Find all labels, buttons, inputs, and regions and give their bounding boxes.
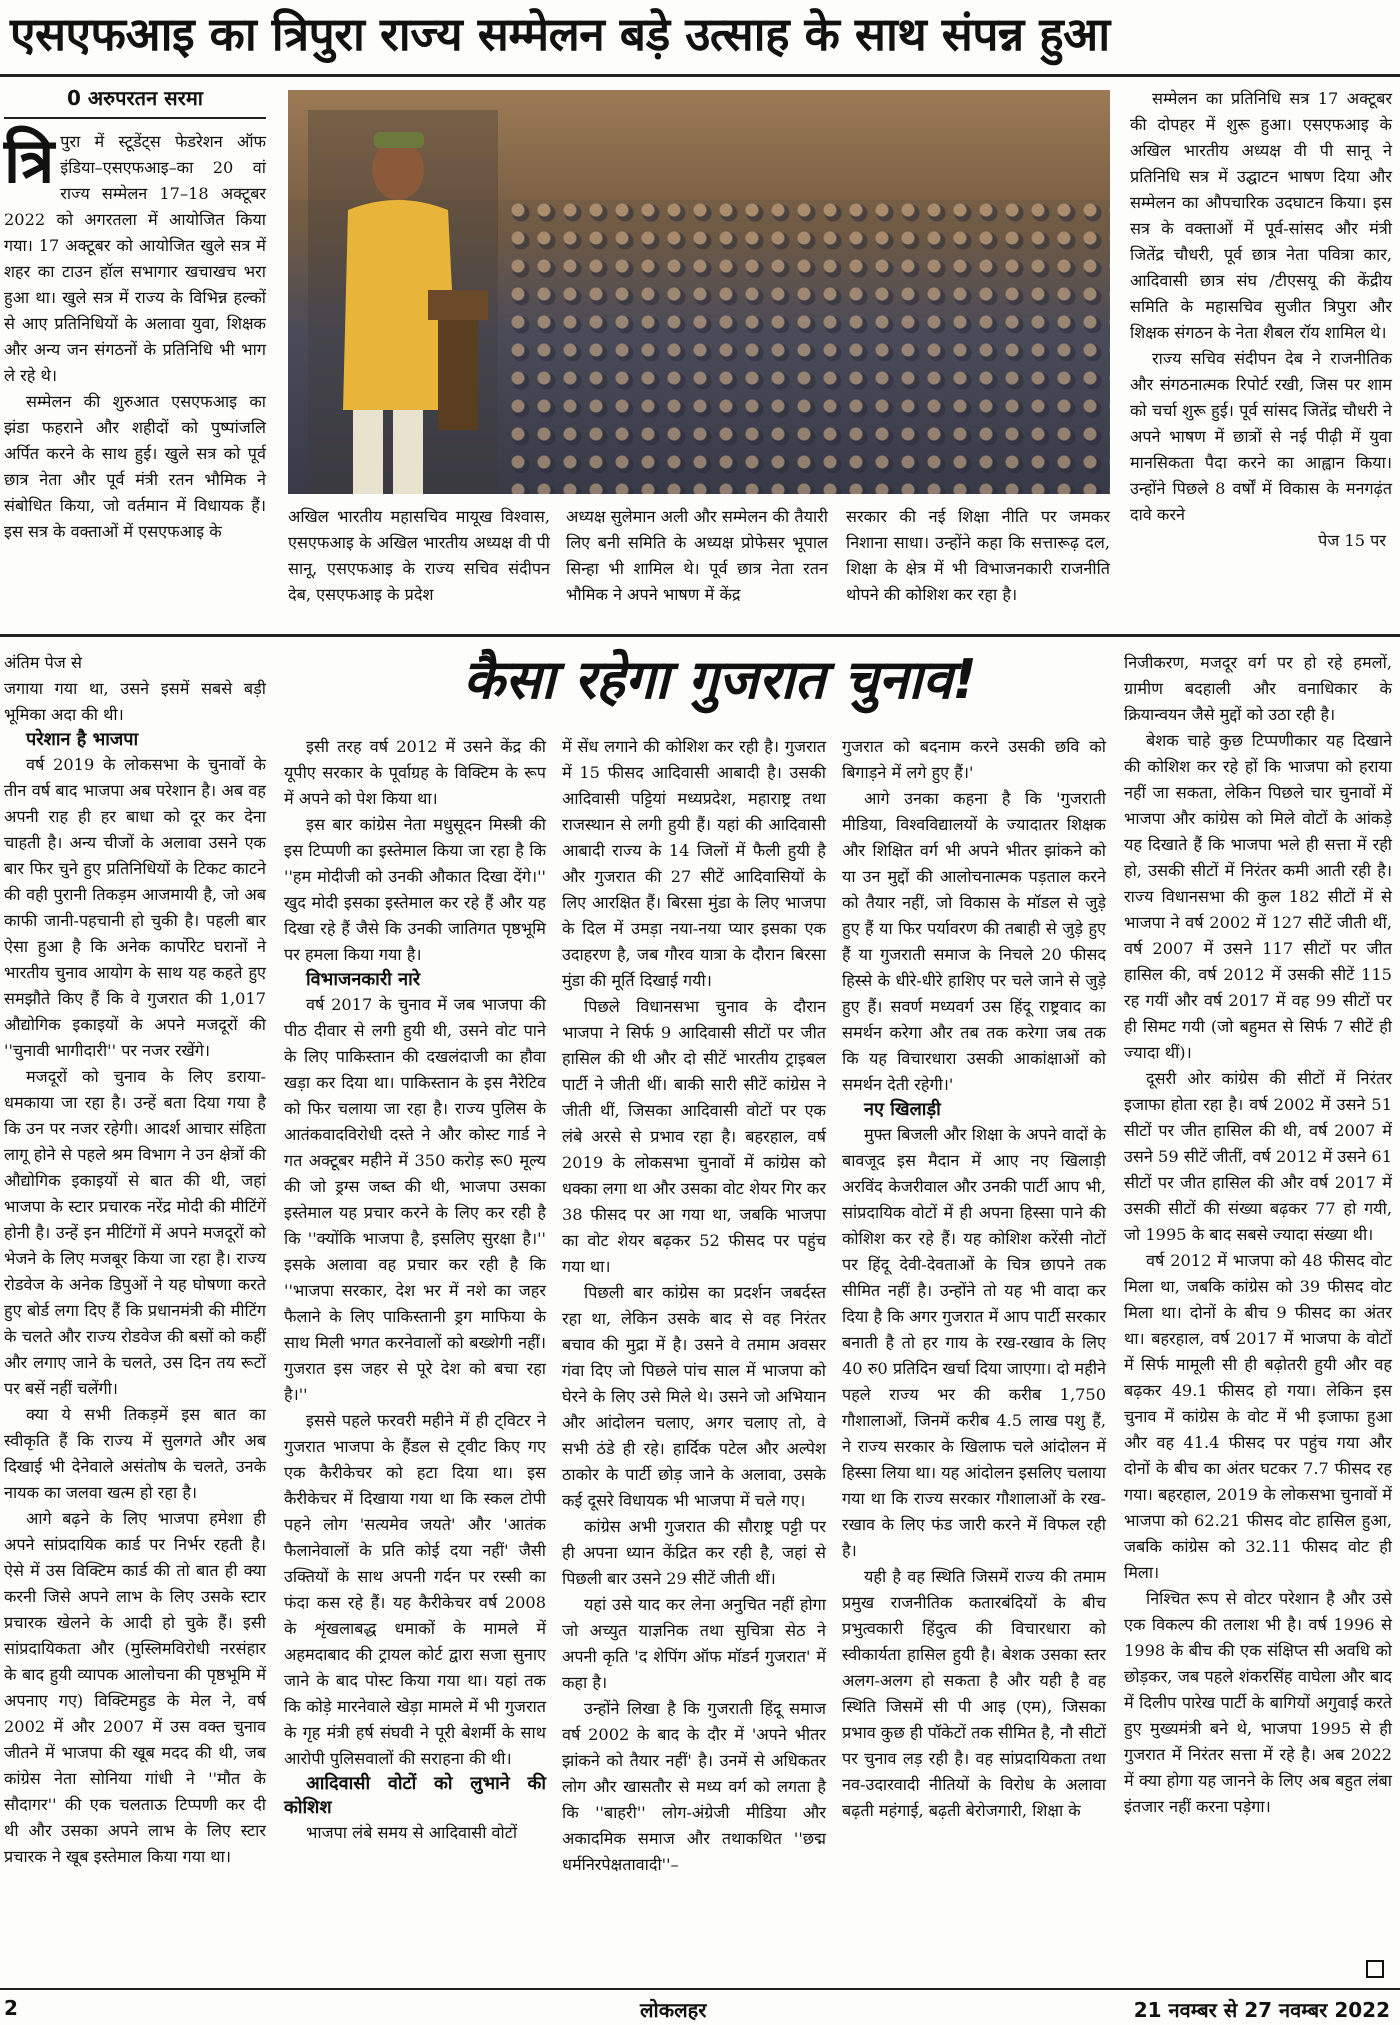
article-paragraph: दूसरी ओर कांग्रेस की सीटों में निरंतर इजाफा होता रहा है। वर्ष 2002 में उसने 51 सीटों पर जीत हासिल की थी, वर्ष 2007 में उसने 59 सीटें जीतीं, वर्ष 2012 में उसने 61 सीटों पर जीत हासिल की और वर्ष 2017 में उसकी सीटों की संख्या बढ़कर 77 हो गयी, जो 1995 के बाद सबसे ज्यादा संख्या थी। bbox=[1124, 1069, 1392, 1244]
article-title: कैसा रहेगा गुजरात चुनाव! bbox=[463, 648, 977, 711]
article-paragraph: बेशक चाहे कुछ टिप्पणीकार यह दिखाने की कोशिश कर रहे हों कि भाजपा को हराया नहीं जा सकता, लेकिन पिछले चार चुनावों में भाजपा और कांग्रेस को मिले वोटों के आंकड़े यह दिखाते हैं कि भाजपा भले ही सत्ता में रही हो, उसकी सीटों में निरंतर कमी आती रही है। राज्य विधानसभा की कुल 182 सीटों में से भाजपा ने वर्ष 2002 में 127 सीटें जीती थीं, वर्ष 2007 में उसने 117 सीटों पर जीत हासिल की, वर्ष 2012 में उसकी सीटें 115 रह गयीं और वर्ष 2017 में वह 99 सीटों पर ही सिमट गयी (जो बहुमत से सिर्फ 7 सीटें ही ज्यादा थीं)। bbox=[1124, 731, 1392, 1062]
byline-rule bbox=[4, 117, 266, 119]
continued-from-label: अंतिम पेज से bbox=[4, 653, 82, 672]
article-paragraph: पिछले विधानसभा चुनाव के दौरान भाजपा ने सिर्फ 9 आदिवासी सीटों पर जीत हासिल की थी और दो सीटें भारतीय ट्राइबल पार्टी ने जीती थीं। बाकी सारी सीटें कांग्रेस ने जीती थीं, जिसका आदिवासी वोटों पर एक लंबे अरसे से प्रभाव रहा है। बहरहाल, वर्ष 2019 के लोकसभा चुनावों में कांग्रेस को धक्का लगा था और उसका वोट शेयर गिर कर 38 फीसद पर आ गया था, जबकि भाजपा का वोट शेयर बढ़कर 52 फीसद पर पहुंच गया था। bbox=[562, 997, 826, 1276]
article-paragraph: पिछली बार कांग्रेस का प्रदर्शन जबर्दस्त रहा था, लेकिन उसके बाद से वह निरंतर बचाव की मुद्रा में है। उसने वे तमाम अवसर गंवा दिए जो पिछले पांच साल में भाजपा को घेरने के लिए उसे मिले थे। उसने जो अभियान और आंदोलन चलाए, अगर चलाए तो, वे सभी ठंडे ही रहे। हार्दिक पटेल और अल्पेश ठाकोर के पार्टी छोड़ जाने के अलावा, उसके कई दूसरे विधायक भी भाजपा में चले गए। bbox=[562, 1283, 826, 1510]
article-paragraph: निश्चित रूप से वोटर परेशान है और उसे एक विकल्प की तलाश भी है। वर्ष 1996 से 1998 के बीच की एक संक्षिप्त सी अवधि को छोड़कर, जब पहले शंकरसिंह वाघेला और बाद में दिलीप पारेख पार्टी के बागियों अगुवाई करते हुए मुख्यमंत्री बने थे, भाजपा 1995 से ही गुजरात में निरंतर सत्ता में रहे है। अब 2022 में क्या होगा यह जानने के लिए अब बहुत लंबा इंतजार नहीं करना पड़ेगा। bbox=[1124, 1589, 1392, 1816]
headline-rule bbox=[0, 74, 1400, 77]
article-paragraph: गुजरात को बदनाम करने उसकी छवि को बिगाड़ने में लगे हुए हैं।' bbox=[842, 737, 1106, 782]
gujarat-column-3 bbox=[562, 734, 826, 1878]
article-paragraph: निजीकरण, मजदूर वर्ग पर हो रहे हमलों, ग्रामीण बदहाली और वनाधिकार के क्रियान्वयन जैसे मुद्दों को उठा रही है। bbox=[1124, 653, 1392, 724]
byline: 0 अरुपरतन सरमा bbox=[67, 86, 203, 110]
article-paragraph: वर्ष 2017 के चुनाव में जब भाजपा की पीठ दीवार से लगी हुयी थी, उसने वोट पाने के लिए पाकिस्तान की दखलंदाजी का हौवा खड़ा कर दिया था। पाकिस्तान के इस नैरेटिव को फिर चलाया जा रहा है। राज्य पुलिस के आतंकवादविरोधी दस्ते ने और कोस्ट गार्ड ने गत अक्टूबर महीने में 350 करोड़ रू0 मूल्य की जो ड्रग्स जब्त की थी, भाजपा उसका इस्तेमाल यह प्रचार करने के लिए कर रही है कि ''क्योंकि भाजपा है, इसलिए सुरक्षा है।'' इसके अलावा वह प्रचार कर रही है कि ''भाजपा सरकार, देश भर में नशे का जहर फैलाने के लिए पाकिस्तानी ड्रग माफिया के साथ मिली भगत करनेवालों को बख्शेगी नहीं। गुजरात इस जहर से पूरे देश को बचा रहा है।'' bbox=[284, 995, 546, 1404]
dropcap: त्रि bbox=[4, 124, 55, 197]
article-paragraph: यही है वह स्थिति जिसमें राज्य की तमाम प्रमुख राजनीतिक कतारबंदियों के बीच प्रभुत्वकारी हिंदुत्व की विचारधारा को स्वीकार्यता हासिल हुयी है। बेशक उसका स्तर अलग-अलग हो सकता है और यही है वह स्थिति जिसमें सी पी आइ (एम), जिसका प्रभाव कुछ ही पॉकेटों तक सीमित है, नौ सीटों पर चुनाव लड़ रही है। वह सांप्रदायिकता तथा नव-उदारवादी नीतियों के विरोध के अलावा बढ़ती महंगाई, बढ़ती बेरोजगारी, शिक्षा के bbox=[842, 1567, 1106, 1820]
subheading: परेशान है भाजपा bbox=[26, 729, 139, 750]
article-paragraph: वर्ष 2012 में भाजपा को 48 फीसद वोट मिला था, जबकि कांग्रेस को 39 फीसद वोट मिला था। दोनों के बीच 9 फीसद का अंतर था। बहरहाल, वर्ष 2017 में भाजपा के वोटों में सिर्फ मामूली सी ही बढ़ोतरी हुयी और वह बढ़कर 49.1 फीसद हो गया। लेकिन इस चुनाव में कांग्रेस के वोट में भी इजाफा हुआ और वह 41.4 फीसद पर पहुंच गया और दोनों के बीच का अंतर घटकर 7.7 फीसद रह गया। बहरहाल, 2019 के लोकसभा चुनावों में भाजपा को 62.21 फीसद वोट हासिल हुआ, जबकि कांग्रेस को 32.11 फीसद वोट ही मिला। bbox=[1124, 1251, 1392, 1582]
sfi-col1-text bbox=[4, 124, 266, 545]
publication-name: लोकलहर bbox=[640, 1998, 707, 2022]
article-paragraph: इससे पहले फरवरी महीने में ही ट्विटर ने गुजरात भाजपा के हैंडल से ट्वीट किए गए एक कैरीकेचर को हटा दिया था। इस कैरीकेचर में दिखाया गया था कि स्कल टोपी पहने लोग 'सत्यमेव जयते' और 'आतंक फैलानेवालों के प्रति कोई दया नहीं' जैसी उक्तियों के साथ अपनी गर्दन पर रस्सी का फंदा कस रहे हैं। यह कैरीकेचर वर्ष 2008 के शृंखलाबद्ध धमाकों के मामले में अहमदाबाद की ट्रायल कोर्ट द्वारा सजा सुनाए जाने के बाद पोस्ट किया गया था। यहां तक कि कोड़े मारनेवाले खेड़ा मामले में भी गुजरात के गृह मंत्री हर्ष संघवी ने पूरी बेशर्मी के साथ आरोपी पुलिसवालों की सराहना की थी। bbox=[284, 1411, 546, 1768]
article-paragraph: में सेंध लगाने की कोशिश कर रही है। गुजरात में 15 फीसद आदिवासी आबादी है। उसकी आदिवासी पट्टियां मध्यप्रदेश, महाराष्ट्र तथा राजस्थान से लगी हुयी हैं। यहां की आदिवासी आबादी राज्य के 14 जिलों में फैली हुयी है और गुजरात की 27 सीटें आदिवासियों के लिए आरक्षित हैं। बिरसा मुंडा के लिए भाजपा के दिल में उमड़ा नया-नया प्यार इसका एक उदाहरण है, जब गौरव यात्रा के दौरान बिरसा मुंडा की मूर्ति दिखाई गयी। bbox=[562, 737, 826, 990]
sfi-below-photo-3 bbox=[846, 504, 1110, 608]
article-paragraph: आगे बढ़ने के लिए भाजपा हमेशा ही अपने सांप्रदायिक कार्ड पर निर्भर रहती है। ऐसे में उस विक्टिम कार्ड की तो बात ही क्या करनी जिसे अपने लाभ के लिए उसके स्टार प्रचारक खेलने के आदी हो चुके हैं। इसी सांप्रदायिकता और (मुस्लिमविरोधी नरसंहार के बाद हुयी व्यापक आलोचना की पृष्ठभूमि में अपनाए गए) विक्टिमहुड के मेल ने, वर्ष 2002 में और 2007 में उस वक्त चुनाव जीतने में भाजपा की खूब मदद की थी, जब कांग्रेस नेता सोनिया गांधी ने ''मौत के सौदागर'' की एक चलताऊ टिप्पणी कर दी थी और उसका अपने लाभ के लिए स्टार प्रचारक ने खूब इस्तेमाल किया गया था। bbox=[4, 1509, 266, 1866]
article-paragraph: यहां उसे याद कर लेना अनुचित नहीं होगा जो अच्युत याज्ञनिक तथा सुचित्रा सेठ ने अपनी कृति 'द शेपिंग ऑफ मॉडर्न गुजरात' में कहा है। bbox=[562, 1595, 826, 1692]
sfi-paragraph: सरकार की नई शिक्षा नीति पर जमकर निशाना साधा। उन्होंने कहा कि सत्तारूढ़ दल, शिक्षा के क्षेत्र में भी विभाजनकारी राजनीति थोपने की कोशिश कर रहा है। bbox=[846, 507, 1110, 604]
article-paragraph: क्या ये सभी तिकड़में इस बात का स्वीकृति हैं कि राज्य में सुलगते और अब दिखाई भी देनेवाले असंतोष के चलते, उनके नायक का जलवा खत्म हो रहा है। bbox=[4, 1405, 266, 1502]
article-paragraph: इस बार कांग्रेस नेता मधुसूदन मिस्त्री की इस टिप्पणी का इस्तेमाल किया जा रहा है कि ''हम मोदीजी को उनकी औकात दिखा देंगे।'' खुद मोदी इसका इस्तेमाल कर रहे हैं और यह दिखा रहे हैं जैसे कि उनकी जातिगत पृष्ठभूमि पर हमला किया गया है। bbox=[284, 815, 546, 964]
article-paragraph: मजदूरों को चुनाव के लिए डराया-धमकाया जा रहा है। उन्हें बता दिया गया है कि उन पर नजर रहेगी। आदर्श आचार संहिता लागू होने से पहले श्रम विभाग ने उन क्षेत्रों की औद्योगिक इकाइयों से बात की थी, जहां भाजपा के स्टार प्रचारक नरेंद्र मोदी की मीटिंगें होनी है। उन्हें इन मीटिंगों में अपने मजदूरों को भेजने के लिए मजबूर किया जा रहा है। राज्य रोडवेज के अनेक डिपुओं ने यह घोषणा करते हुए बोर्ड लगा दिए हैं कि प्रधानमंत्री की मीटिंग के चलते और राज्य रोडवेज की बसों को कहीं और लगाए जाने के चलते, उस दिन तय रूटों पर बसें नहीं चलेंगी। bbox=[4, 1067, 266, 1398]
sfi-column-4 bbox=[1130, 86, 1392, 554]
gujarat-column-1 bbox=[4, 650, 266, 1870]
sfi-paragraph: अध्यक्ष सुलेमान अली और सम्मेलन की तैयारी लिए बनी समिति के अध्यक्ष प्रोफेसर भूपाल सिन्हा भी शामिल थे। पूर्व छात्र नेता रतन भौमिक ने अपने भाषण में केंद्र bbox=[566, 507, 828, 604]
subheading: विभाजनकारी नारे bbox=[306, 969, 421, 990]
sfi-paragraph: सम्मेलन का प्रतिनिधि सत्र 17 अक्टूबर की दोपहर में शुरू हुआ। एसएफआइ के अखिल भारतीय अध्यक्ष वी पी सानू ने प्रतिनिधि सत्र में उद्घाटन भाषण दिया और सम्मेलन का औपचारिक उदघाटन किया। इस सत्र के वक्ताओं में पूर्व-सांसद और मंत्री जितेंद्र चौधरी, पूर्व छात्र नेता पवित्रा कार, आदिवासी छात्र संघ /टीएसयू की केंद्रीय समिति के महासचिव सुजीत त्रिपुरा और शिक्षक संगठन के नेता शैबल रॉय शामिल थे। bbox=[1130, 89, 1392, 342]
article-paragraph: कांग्रेस अभी गुजरात की सौराष्ट्र पट्टी पर ही अपना ध्यान केंद्रित कर रही है, जहां से पिछली बार उसने 29 सीटें जीती थीं। bbox=[562, 1517, 826, 1588]
article-paragraph: आगे उनका कहना है कि 'गुजराती मीडिया, विश्वविद्यालयों के ज्यादातर शिक्षक और शिक्षित वर्ग भी अपने भीतर झांकने को या उन मुद्दों की आलोचनात्मक पड़ताल करने को तैयार नहीं, जो विकास के मॉडल से जुड़े हुए हैं या फिर पर्यावरण की तबाही से जुड़े हुए हैं या गुजराती समाज के निचले 20 फीसद हिस्से के धीरे-धीरे हाशिए पर चले जाने से जुड़े हुए हैं। सवर्ण मध्यवर्ग उस हिंदू राष्ट्रवाद का समर्थन करेगा और तब तक करेगा जब तक कि यह विचारधारा उसकी आकांक्षाओं को समर्थन देती रहेगी।' bbox=[842, 789, 1106, 1094]
article-paragraph: मुफ्त बिजली और शिक्षा के अपने वादों के बावजूद इस मैदान में आए नए खिलाड़ी अरविंद केजरीवाल और उनकी पार्टी आप भी, सांप्रदायिक वोटों में ही अपना हिस्सा पाने की कोशिश कर रहे हैं। यह कोशिश करेंसी नोटों पर हिंदू देवी-देवताओं के चित्र छापने तक सीमित नहीं है। उन्होंने तो यह भी वादा कर दिया है कि अगर गुजरात में आप पार्टी सरकार बनाती है तो हर गाय के रख-रखाव के लिए 40 रु0 प्रतिदिन खर्चा दिया जाएगा। दो महीने पहले राज्य भर की करीब 1,750 गौशालाओं, जिनमें करीब 4.5 लाख पशु हैं, ने राज्य सरकार के खिलाफ चले आंदोलन में हिस्सा लिया था। यह आंदोलन इसलिए चलाया गया था कि राज्य सरकार गौशालाओं के रख-रखाव के लिए फंड जारी करने में विफल रही है। bbox=[842, 1125, 1106, 1560]
sfi-below-photo-1 bbox=[288, 504, 550, 608]
footer-rule bbox=[0, 1988, 1400, 1990]
article-paragraph: इसी तरह वर्ष 2012 में उसने केंद्र की यूपीए सरकार के पूर्वाग्रह के विक्टिम के रूप में अपने को पेश किया था। bbox=[284, 737, 546, 808]
subheading: नए खिलाड़ी bbox=[864, 1099, 941, 1120]
gujarat-column-5 bbox=[1124, 650, 1392, 1820]
audience-crowd bbox=[508, 200, 1110, 494]
page-number: 2 bbox=[4, 1996, 18, 2020]
sfi-paragraph: पुरा में स्टूडेंट्स फेडरेशन ऑफ इंडिया–एसएफआइ–का 20 वां राज्य सम्मेलन 17–18 अक्टूबर 2022 को अगरतला में आयोजित किया गया। 17 अक्टूबर को आयोजित खुले सत्र में शहर का टाउन हॉल सभागार खचाखच भरा हुआ था। खुले सत्र में राज्य के विभिन्न हल्कों से आए प्रतिनिधियों के अलावा युवा, शिक्षक और अन्य जन संगठनों के प्रतिनिधि भी भाग ले रहे थे। bbox=[4, 132, 266, 385]
page-headline: एसएफआइ का त्रिपुरा राज्य सम्मेलन बड़े उत्साह के साथ संपन्न हुआ bbox=[10, 7, 1110, 61]
end-of-article-mark bbox=[1366, 1960, 1384, 1978]
sfi-paragraph: राज्य सचिव संदीपन देब ने राजनीतिक और संगठनात्मक रिपोर्ट रखी, जिस पर शाम को चर्चा शुरू हुई। पूर्व सांसद जितेंद्र चौधरी ने अपने भाषण में छात्रों से नई पीढ़ी में युवा मानसिकता पैदा करने का आह्वान किया। उन्होंने पिछले 8 वर्षों में विकास के मनगढ़ंत दावे करने bbox=[1130, 349, 1392, 524]
sfi-column-1 bbox=[4, 84, 266, 545]
gujarat-column-4 bbox=[842, 734, 1106, 1824]
sfi-paragraph: सम्मेलन की शुरुआत एसएफआइ का झंडा फहराने और शहीदों को पुष्पांजलि अर्पित करने के साथ हुई। खुले सत्र को पूर्व छात्र नेता और पूर्व मंत्री रतन भौमिक ने संबोधित किया, जो वर्तमान में विधायक हैं। इस सत्र के वक्ताओं में एसएफआइ के bbox=[4, 392, 266, 541]
issue-date: 21 नवम्बर से 27 नवम्बर 2022 bbox=[1133, 1998, 1390, 2022]
sfi-paragraph: अखिल भारतीय महासचिव मायूख विश्वास, एसएफआइ के अखिल भारतीय अध्यक्ष वी पी सानू, एसएफआइ के राज्य सचिव संदीपन देब, एसएफआइ के प्रदेश bbox=[288, 507, 550, 604]
subheading: आदिवासी वोटों को लुभाने की कोशिश bbox=[284, 1773, 546, 1818]
speaker-figure bbox=[308, 110, 498, 494]
article-paragraph: भाजपा लंबे समय से आदिवासी वोटों bbox=[306, 1823, 518, 1842]
gujarat-column-2 bbox=[284, 734, 546, 1846]
article-paragraph: वर्ष 2019 के लोकसभा के चुनावों के तीन वर्ष बाद भाजपा अब परेशान है। अब वह अपनी राह ही हर बाधा को दूर कर देना चाहती है। अन्य चीजों के अलावा उसने एक बार फिर चुने हुए प्रतिनिधियों के टिकट काटने की वही पुरानी तिकड़म आजमायी है, जो अब काफी जानी-पहचानी हो चुकी है। पहली बार ऐसा हुआ है कि अनेक कार्पोरेट घरानों ने भारतीय चुनाव आयोग के साथ यह कहते हुए समझौते किए हैं कि वे गुजरात की 1,017 औद्योगिक इकाइयों के अपने मजदूरों की ''चुनावी भागीदारी'' पर नजर रखेंगे। bbox=[4, 755, 266, 1060]
article-paragraph: उन्होंने लिखा है कि गुजराती हिंदू समाज वर्ष 2002 के बाद के दौर में 'अपने भीतर झांकने को तैयार नहीं' है। उनमें से अधिकतर लोग और खासतौर से मध्य वर्ग को लगता है कि ''बाहरी'' लोग-अंग्रेजी मीडिया और अकादमिक समाज और तथाकथित ''छद्म धर्मनिरपेक्षतावादी''– bbox=[562, 1699, 826, 1874]
continued-on-page: पेज 15 पर bbox=[1318, 531, 1386, 550]
sfi-below-photo-2 bbox=[566, 504, 828, 608]
sfi-conference-photo bbox=[288, 90, 1110, 494]
section-rule bbox=[0, 634, 1400, 637]
article-paragraph: जगाया गया था, उसने इसमें सबसे बड़ी भूमिका अदा की थी। bbox=[4, 679, 266, 724]
